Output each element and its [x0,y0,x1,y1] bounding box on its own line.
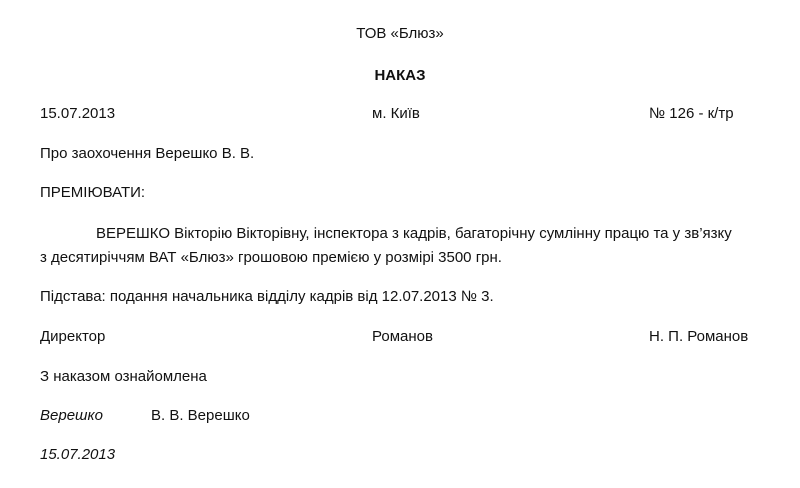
acknowledgement-name: В. В. Верешко [151,407,250,424]
order-number: № 126 - к/тр [649,105,734,122]
order-date: 15.07.2013 [40,105,116,122]
document-title: НАКАЗ [374,67,426,84]
company-name: ТОВ «Блюз» [356,25,444,42]
acknowledgement-date: 15.07.2013 [40,446,116,463]
acknowledgement-label: З наказом ознайомлена [40,368,207,385]
order-directive: ПРЕМІЮВАТИ: [40,184,146,201]
order-basis: Підстава: подання начальника відділу кадрів від 12.07.2013 № 3. [40,288,494,305]
order-body-line-2: з десятиріччям ВАТ «Блюз» грошовою премією у розмірі 3500 грн. [40,249,502,266]
order-body-line-1: ВЕРЕШКО Вікторію Вікторівну, інспектора з кадрів, багаторічну сумлінну працю та у зв’язку [96,225,732,242]
signer-position: Директор [40,328,106,345]
signer-name: Н. П. Романов [649,328,749,345]
order-subject: Про заохочення Верешко В. В. [40,145,255,162]
order-place: м. Київ [372,105,420,122]
acknowledgement-signature: Верешко [40,407,103,424]
signer-signature: Романов [372,328,433,345]
